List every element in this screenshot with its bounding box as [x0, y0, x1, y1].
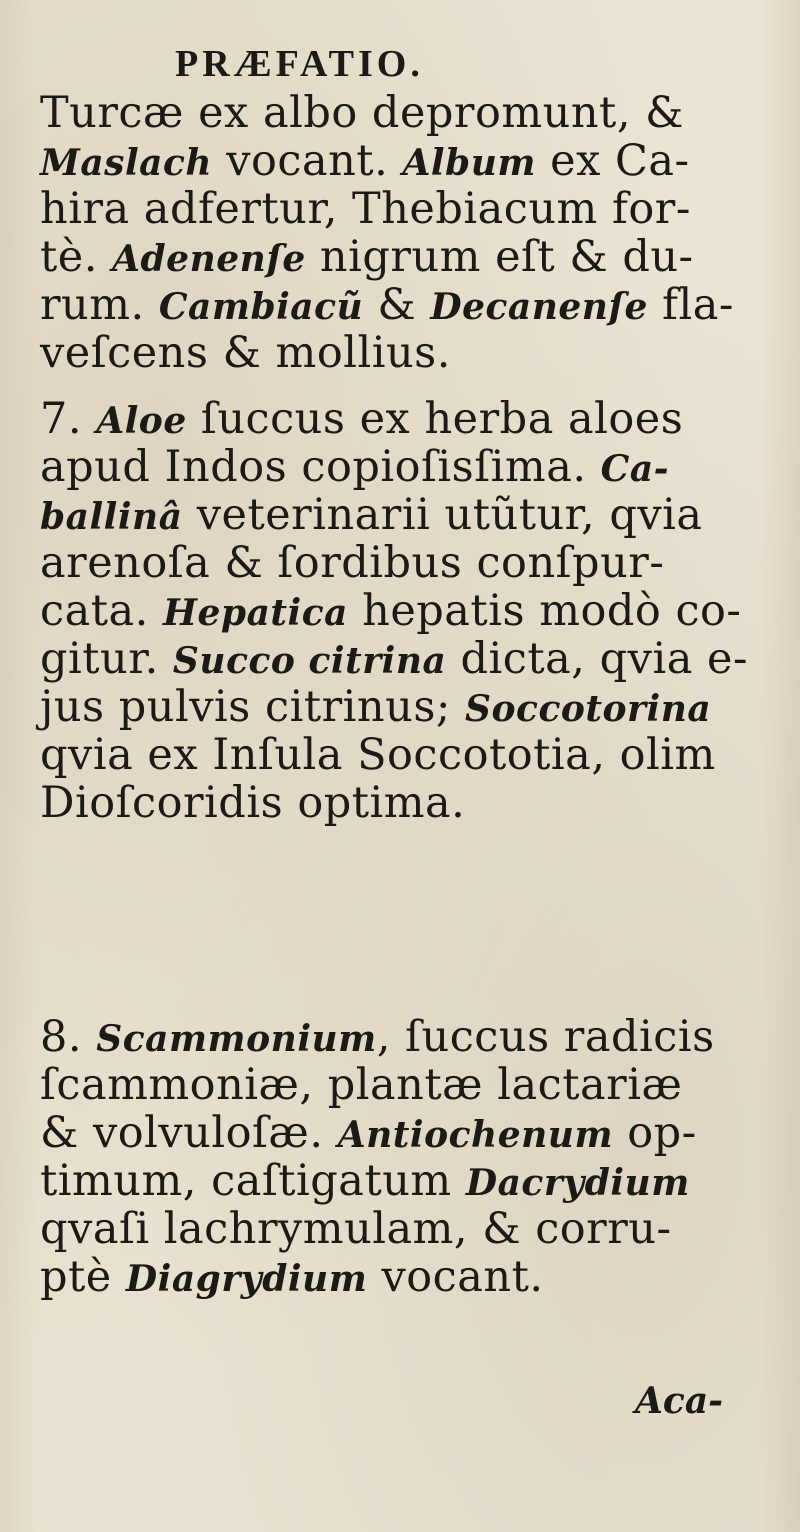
text-line — [40, 394, 683, 446]
text-line — [40, 778, 465, 828]
text-run: rum. — [40, 280, 159, 330]
text-line — [40, 538, 664, 588]
italic-term: Cambiacũ — [158, 286, 364, 328]
italic-term: Dacrydium — [465, 1162, 690, 1204]
text-line — [40, 184, 691, 234]
text-run: 8. — [40, 1012, 97, 1062]
text-run: veterinarii utũtur, qvia — [182, 490, 703, 540]
text-run: fla- — [647, 280, 734, 330]
text-line — [40, 586, 741, 638]
italic-term: Succo citrina — [172, 640, 447, 682]
text-run: ex Ca- — [535, 136, 690, 186]
italic-term: Album — [402, 142, 536, 184]
italic-term: Antiochenum — [337, 1114, 614, 1156]
text-run: qvaſi lachrymulam, & corru- — [40, 1204, 672, 1254]
text-line — [40, 442, 669, 494]
text-line — [40, 1204, 672, 1254]
text-line — [40, 1252, 544, 1304]
text-line — [40, 1156, 690, 1208]
text-run: veſcens & mollius. — [40, 328, 451, 378]
italic-term: Soccotorina — [465, 688, 712, 730]
text-line — [40, 730, 716, 780]
text-run: op- — [613, 1108, 697, 1158]
running-header: PRÆFATIO. — [175, 43, 424, 85]
text-run: qvia ex Inſula Soccototia, olim — [40, 730, 716, 780]
text-line — [40, 280, 734, 332]
text-run: timum, caſtigatum — [40, 1156, 466, 1206]
text-line — [40, 232, 694, 284]
text-run: nigrum eſt & du- — [305, 232, 694, 282]
text-run: , ſuccus radicis — [376, 1012, 715, 1062]
italic-term: Decanenſe — [430, 286, 648, 328]
text-run: Turcæ ex albo depromunt, & — [40, 88, 684, 138]
italic-term: Diagrydium — [125, 1258, 368, 1300]
text-run: jus pulvis citrinus; — [40, 682, 466, 732]
text-run: arenoſa & ſordibus conſpur- — [40, 538, 665, 588]
catchword: Aca- — [635, 1380, 724, 1422]
text-line — [40, 1012, 715, 1064]
text-line — [40, 490, 703, 542]
italic-term: Ca- — [600, 448, 670, 490]
text-run: ſcammoniæ, plantæ lactariæ — [40, 1060, 683, 1110]
italic-term: Adenenſe — [112, 238, 306, 280]
text-run: gitur. — [40, 634, 173, 684]
text-run: dicta, qvia e- — [446, 634, 748, 684]
text-run: & — [363, 280, 431, 330]
text-run: Dioſcoridis optima. — [40, 778, 466, 828]
text-line — [40, 1060, 682, 1110]
text-line — [40, 1108, 697, 1160]
text-run: hira adfertur, Thebiacum for- — [40, 184, 691, 234]
italic-term: Aloe — [96, 400, 187, 442]
text-run: hepatis modò co- — [347, 586, 742, 636]
text-line — [40, 328, 451, 378]
text-run: vocant. — [212, 136, 403, 186]
italic-term: Scammonium — [96, 1018, 377, 1060]
text-line — [40, 682, 711, 734]
text-run: apud Indos copioſisſima. — [40, 442, 601, 492]
text-run: ptè — [40, 1252, 126, 1302]
text-run: ſuccus ex herba aloes — [186, 394, 684, 444]
text-line — [40, 88, 684, 138]
text-line — [40, 634, 748, 686]
text-run: cata. — [40, 586, 163, 636]
text-line — [40, 136, 690, 188]
text-run: 7. — [40, 394, 97, 444]
italic-term: Hepatica — [162, 592, 348, 634]
text-run: & volvuloſæ. — [40, 1108, 338, 1158]
text-run: tè. — [40, 232, 113, 282]
italic-term: ballinâ — [40, 496, 183, 538]
italic-term: Maslach — [40, 142, 213, 184]
text-run: vocant. — [367, 1252, 544, 1302]
